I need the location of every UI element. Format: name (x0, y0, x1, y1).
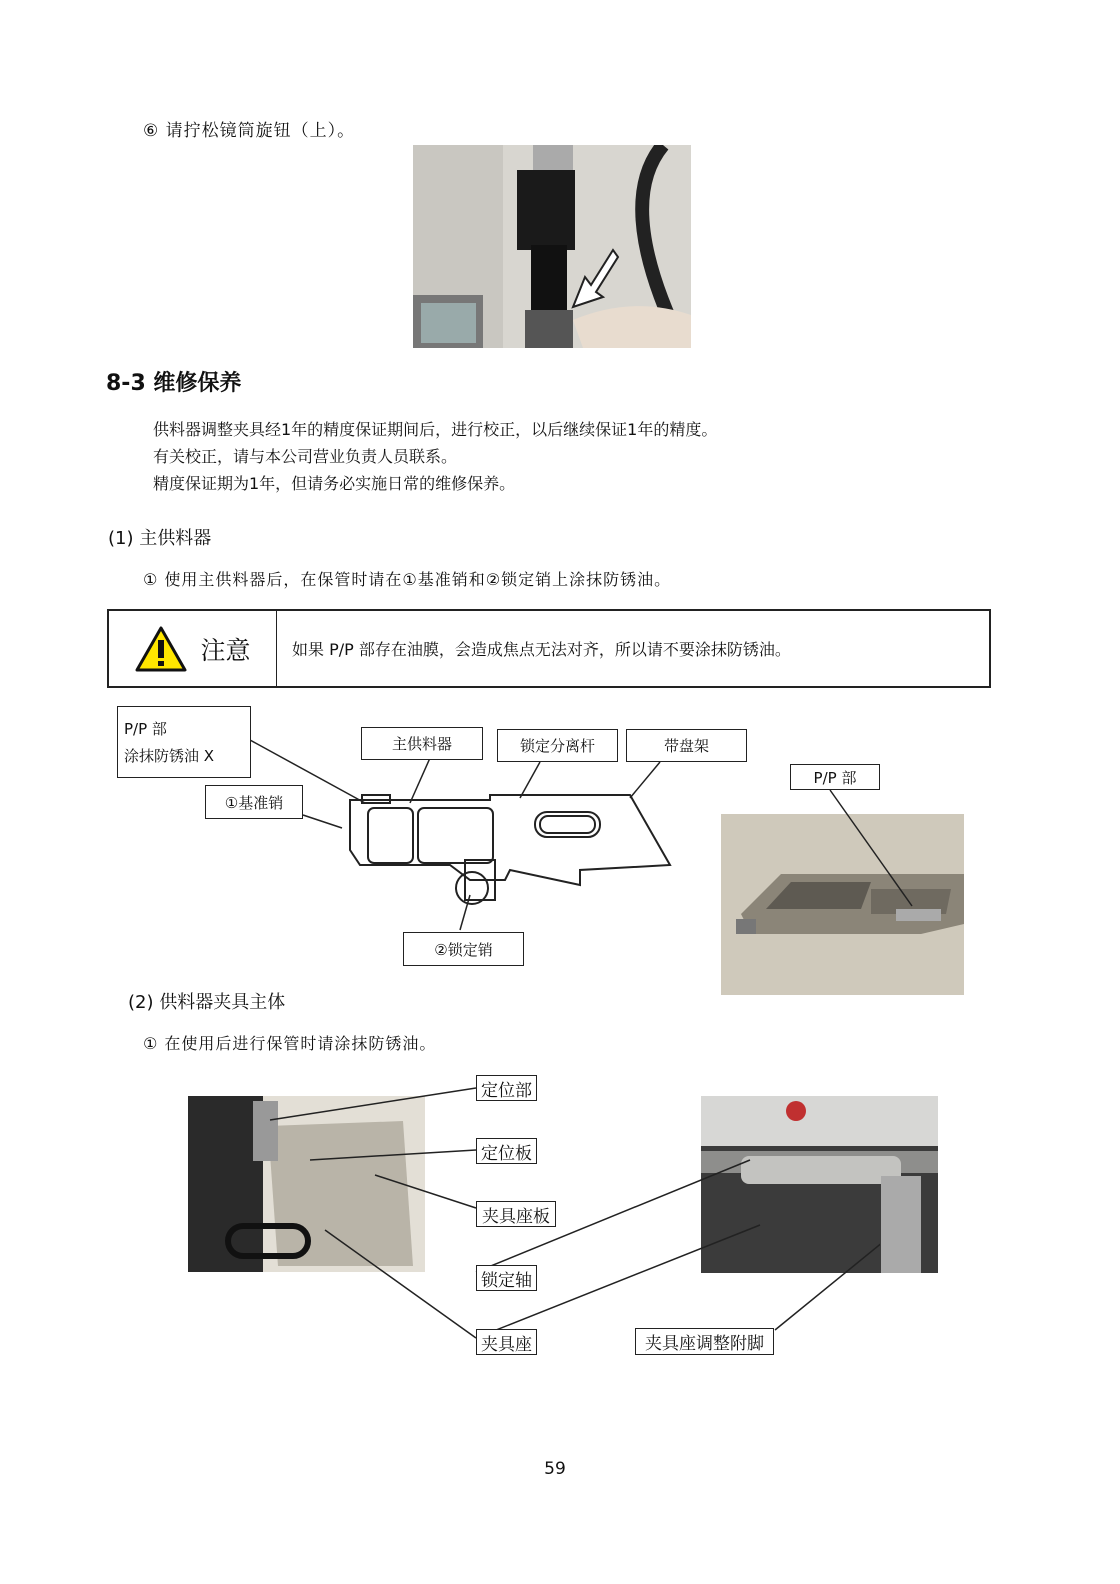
ref-pin-label: ①基准销 (205, 785, 303, 819)
jig-seat-label: 夹具座 (476, 1329, 537, 1355)
caution-header (109, 611, 277, 686)
part-1-step: ① 使用主供料器后，在保管时请在①基准销和②锁定销上涂抹防锈油。 (143, 570, 672, 589)
base-plate-label: 夹具座板 (476, 1201, 556, 1227)
camera-lens-photo (413, 145, 691, 348)
section-paragraphs (153, 416, 717, 497)
lock-pin-label: ②锁定销 (403, 932, 524, 966)
adjust-foot-label: 夹具座调整附脚 (635, 1328, 774, 1355)
step-6-text: ⑥ 请拧松镜筒旋钮（上）。 (143, 121, 356, 141)
part-2-title: (2) 供料器夹具主体 (128, 992, 286, 1013)
page-number: 59 (544, 1459, 566, 1479)
warning-icon (134, 625, 188, 673)
pp-label-line2: 涂抹防锈油 X (124, 747, 215, 765)
pp-pointer-line (820, 788, 920, 918)
paragraph-3: 精度保证期为1年，但请务必实施日常的维修保养。 (153, 474, 516, 493)
caution-text: 如果 P/P 部存在油膜，会造成焦点无法对齐，所以请不要涂抹防锈油。 (292, 640, 791, 659)
reel-holder-label: 带盘架 (626, 729, 747, 762)
section-title: 8-3 维修保养 (106, 371, 242, 396)
caution-box (107, 609, 991, 688)
lock-shaft-label: 锁定轴 (476, 1265, 537, 1291)
part-2-step: ① 在使用后进行保管时请涂抹防锈油。 (143, 1034, 437, 1053)
pp-label-line1: P/P 部 (124, 720, 167, 738)
paragraph-1: 供料器调整夹具经1年的精度保证期间后，进行校正，以后继续保证1年的精度。 (153, 420, 718, 439)
locating-part-label: 定位部 (476, 1075, 537, 1101)
pp-photo-label: P/P 部 (790, 764, 880, 790)
jig-pointer-lines (260, 1080, 880, 1360)
paragraph-2: 有关校正，请与本公司营业负责人员联系。 (153, 447, 458, 466)
main-feeder-label: 主供料器 (361, 727, 483, 760)
lock-lever-label: 锁定分离杆 (497, 729, 618, 762)
locating-plate-label: 定位板 (476, 1138, 537, 1164)
part-1-title: (1) 主供料器 (108, 528, 212, 549)
caution-label: 注意 (200, 635, 251, 665)
pp-no-oil-label (117, 706, 251, 778)
